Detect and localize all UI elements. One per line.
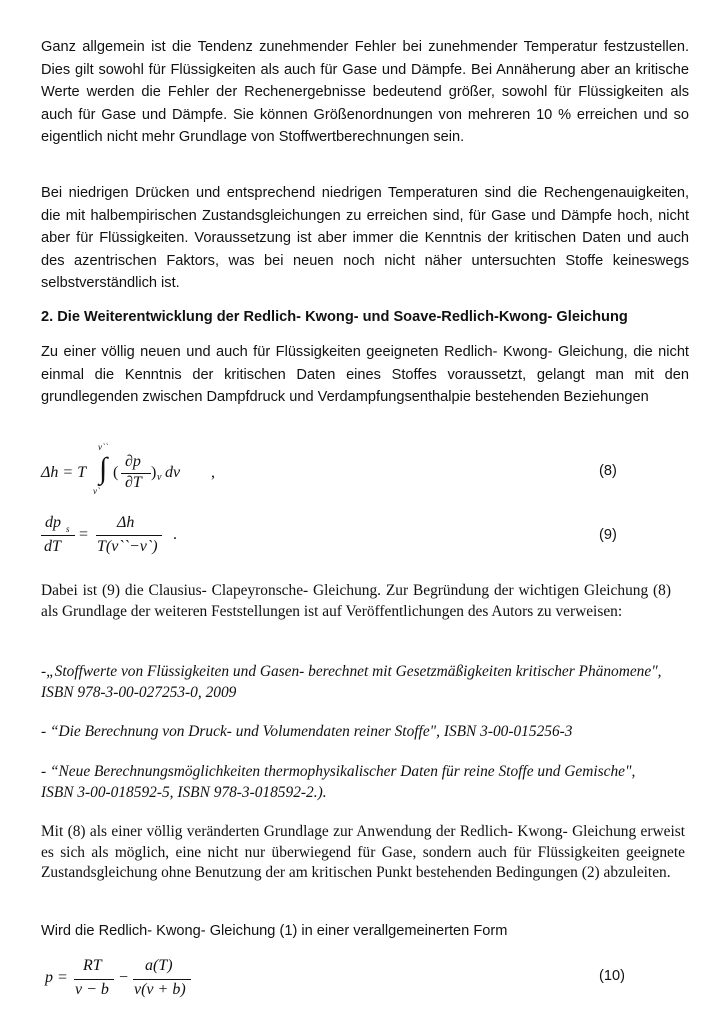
equation-9-number: (9) bbox=[599, 527, 617, 543]
equation-10: p = RT v − b − a(T) v(v + b) bbox=[41, 955, 241, 1005]
equation-10-number: (10) bbox=[599, 968, 625, 984]
paragraph-generalized-form: Wird die Redlich- Kwong- Gleichung (1) in einer verallgemeinerten Form bbox=[41, 923, 508, 939]
equation-9: dp s dT = Δh T(v``−v`) . bbox=[41, 512, 241, 562]
paragraph-new-equation: Zu einer völlig neuen und auch für Flüssigkeiten geeigneten Redlich- Kwong- Gleichung, die nicht einmal die Kenntnis der kritischen Daten eines Stoffes voraussetzt, gelangt man mit den grundlegenden zwischen Dampfdruck und Verdampfungsenthalpie bestehenden Beziehungen bbox=[41, 344, 689, 406]
paragraph-temperature-errors: Ganz allgemein ist die Tendenz zunehmender Fehler bei zunehmender Temperatur festzustellen. Dies gilt sowohl für Flüssigkeiten als auch für Gase und Dämpfe. Bei Annäherung aber an kritische Werte werden die Fehler der Rechenergebnisse bedeutend größer, sowohl für Flüssigkeiten als auch für Gase und Dämpfe. Sie können Größenordnungen von mehreren 10 % erreichen und so eigentlich nicht mehr Grundlage von Stoffwertberechnungen sein. bbox=[41, 39, 689, 146]
paragraph-derivation: Mit (8) als einer völlig veränderten Grundlage zur Anwendung der Redlich- Kwong- Gleichung erweist es sich als möglich, eine nicht nur überwiegend für Gase, sondern auch für Flüssigkeiten geeignete Zustandsgleichung ohne Benutzung der am kritischen Punkt bestehenden Bedingungen (2) abzuleiten. bbox=[41, 823, 685, 882]
equation-8-number: (8) bbox=[599, 463, 617, 479]
paragraph-low-pressure: Bei niedrigen Drücken und entsprechend niedrigen Temperaturen sind die Rechengenauigkeiten, die mit halbempirischen Zustandsgleichungen zu erreichen sind, für Gase und Dämpfe hoch, nicht aber für Flüssigkeiten. Voraussetzung ist aber immer die Kenntnis der kritischen Daten und auch des azentrischen Faktors, was bei neuen noch nicht näher untersuchten Stoffe keineswegs selbstverständlich ist. bbox=[41, 185, 689, 292]
reference-1: -„Stoffwerte von Flüssigkeiten und Gasen- berechnet mit Gesetzmäßigkeiten kritischer Phänomene", ISBN 978-3-00-027253-0, 2009 bbox=[41, 663, 662, 701]
reference-3: - “Neue Berechnungsmöglichkeiten thermophysikalischer Daten für reine Stoffe und Gemische", ISBN 3-00-018592-5, ISBN 978-3-018592-2.). bbox=[41, 763, 636, 801]
equation-8: Δh = T ∫ v`` v` ( ∂p ∂T ) v dv , bbox=[41, 442, 215, 496]
reference-2: - “Die Berechnung von Druck- und Volumendaten reiner Stoffe", ISBN 3-00-015256-3 bbox=[41, 723, 573, 740]
paragraph-clausius-clapeyron: Dabei ist (9) die Clausius- Clapeyronsche- Gleichung. Zur Begründung der wichtigen Gleichung (8) als Grundlage der weiteren Feststellungen ist auf Veröffentlichungen des Autors zu verweisen: bbox=[41, 582, 671, 620]
section-heading: 2. Die Weiterentwicklung der Redlich- Kwong- und Soave-Redlich-Kwong- Gleichung bbox=[41, 309, 628, 325]
